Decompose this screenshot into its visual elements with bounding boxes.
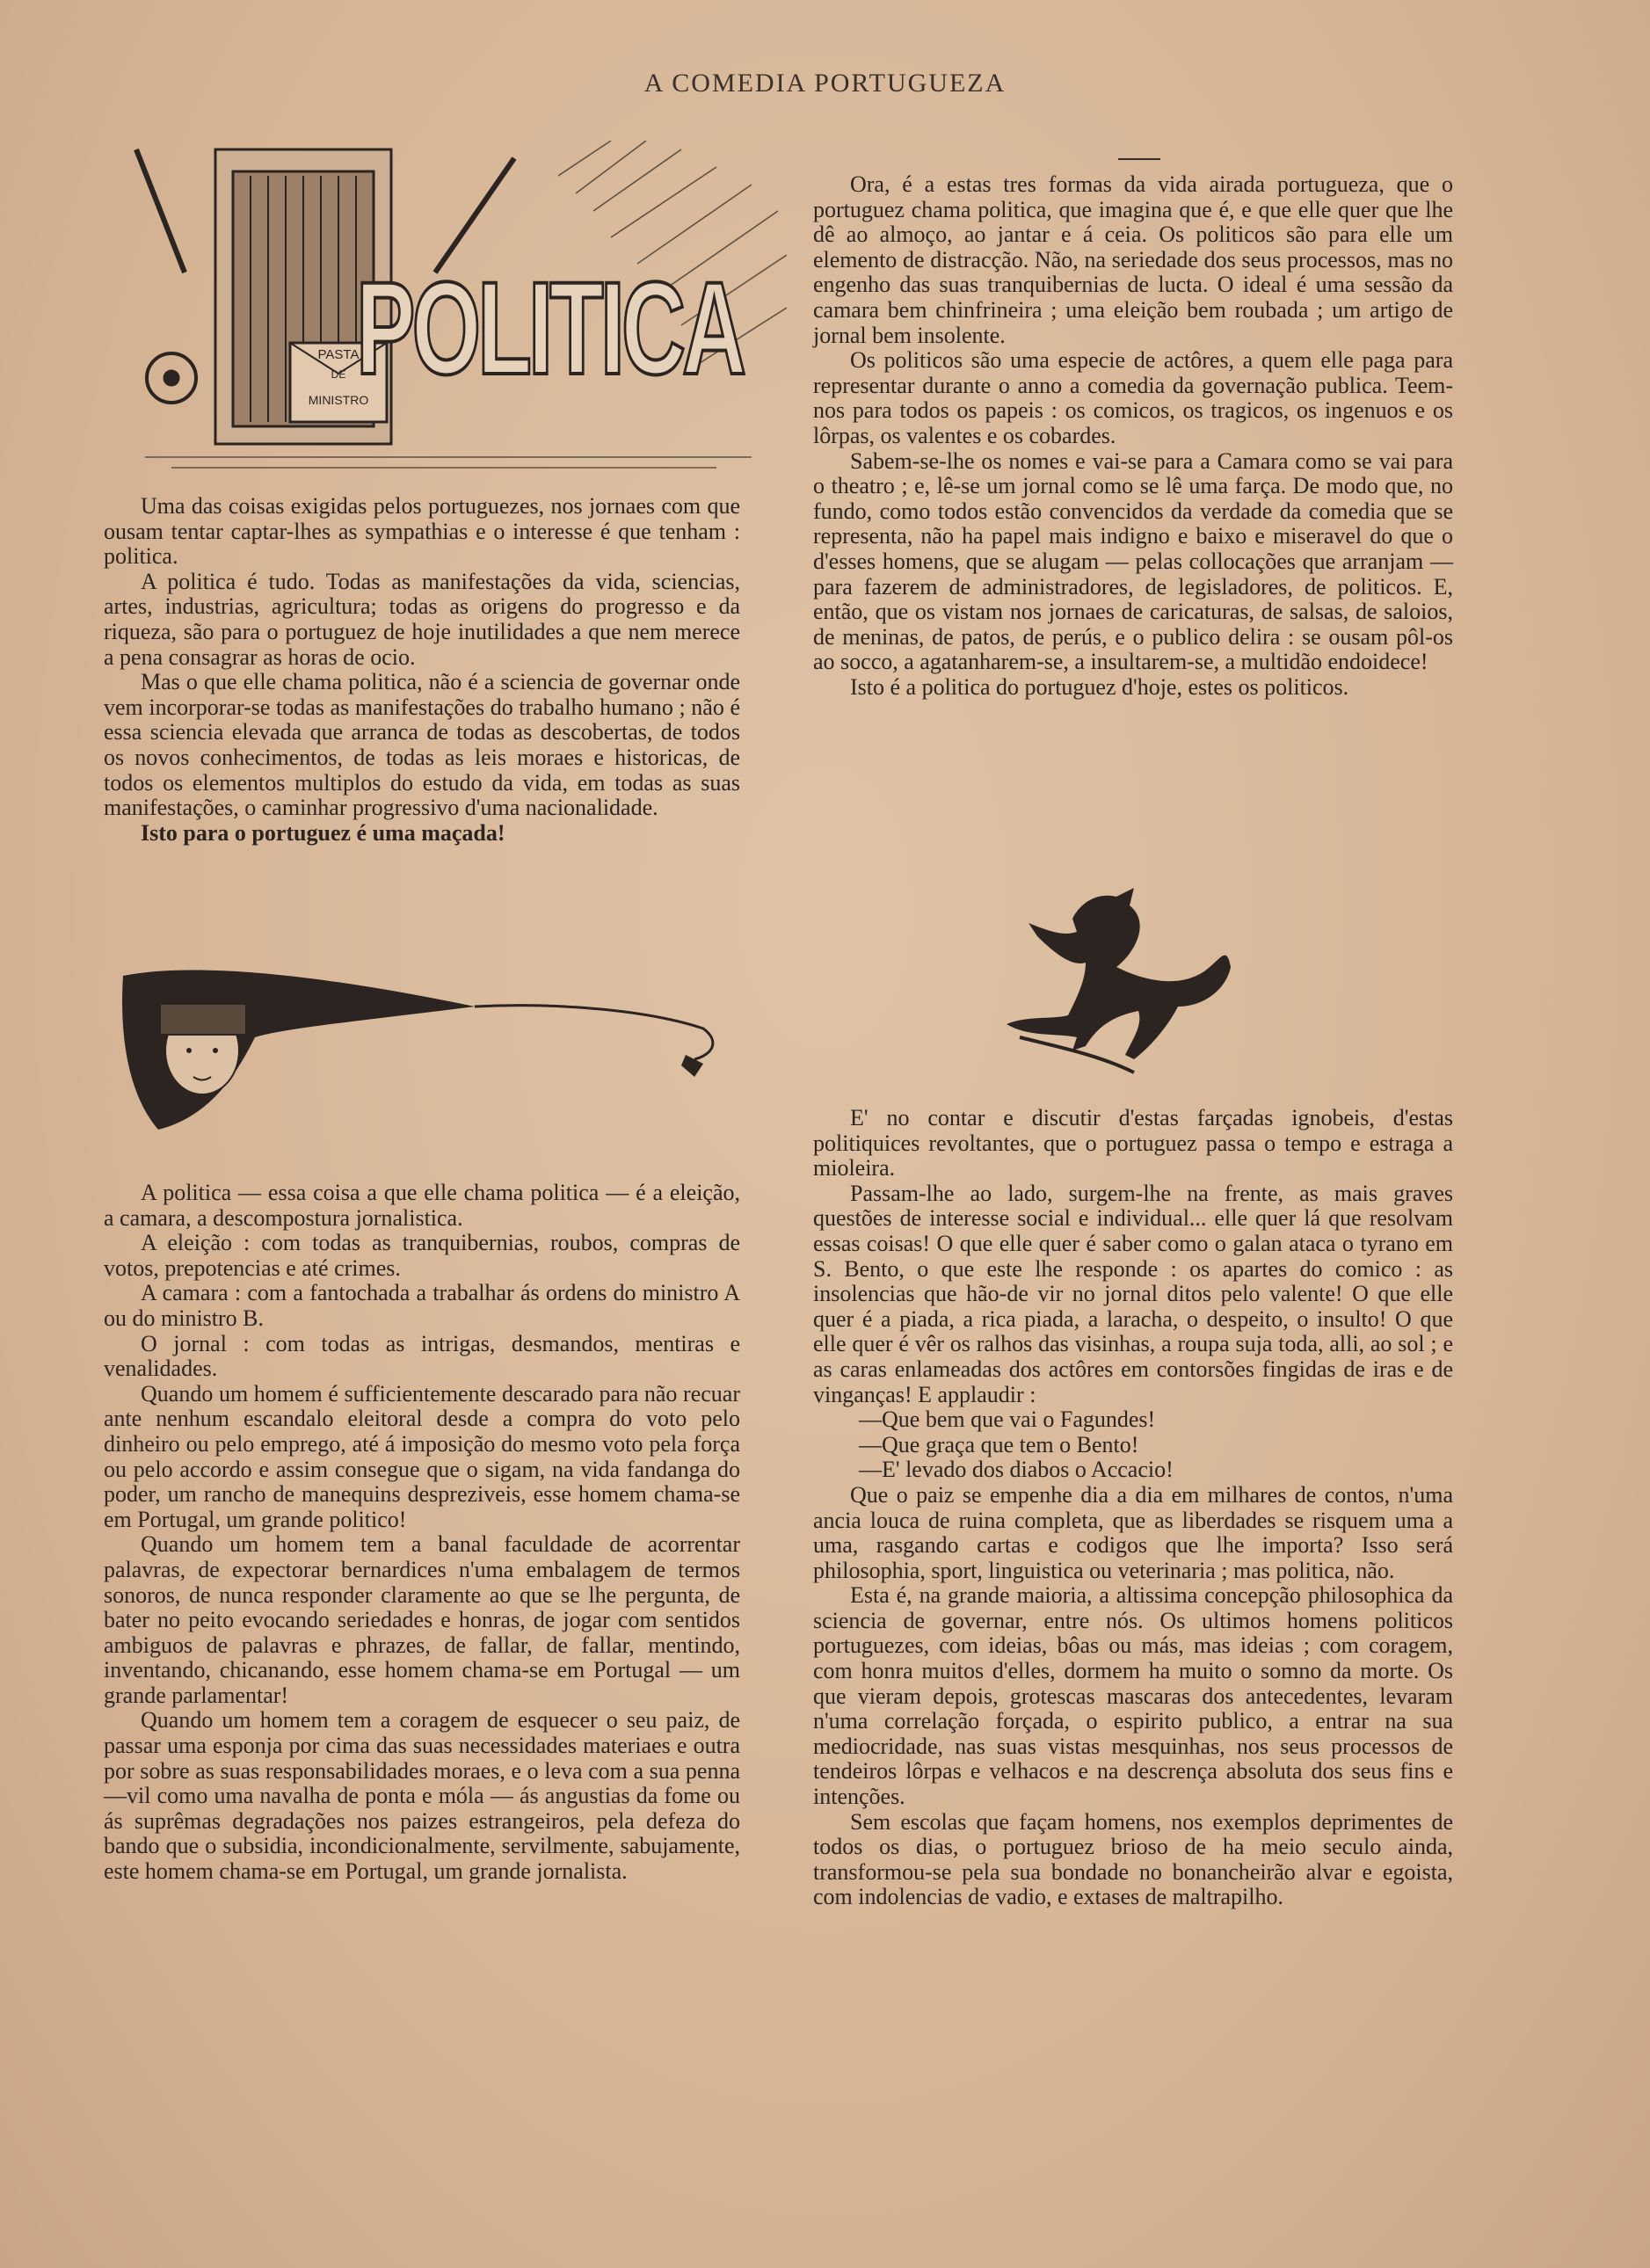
quote-line: —Que graça que tem o Bento! [859,1431,1139,1457]
paragraph: Isto é a politica do portuguez d'hoje, estes os politicos. [850,673,1349,700]
paragraph: Quando um homem é sufficientemente descarado para não recuar ante nenhum escandalo eleitoral desde a compra do voto pelo dinheiro ou pelo emprego, até á imposição do mesmo voto pela força ou pelo accordo e assim consegue que o sigam, na vida fandanga do poder, um rancho de manequins despreziveis, esse homem chama-se em Portugal, um grande politico! [104,1380,740,1532]
paragraph: Isto para o portuguez é uma maçada! [141,819,505,846]
left-column-top [104,494,740,846]
paragraph: A eleição : com todas as tranquibernias, roubos, compras de votos, prepotencias e até crimes. [104,1230,740,1281]
politica-illustration [119,141,787,475]
paragraph: Quando um homem tem a coragem de esquecer o seu paiz, de passar uma esponja por cima das suas necessidades materiaes e outra por sobre as suas responsabilidades moraes, e o leva com a sua penna—vil como uma navalha de ponta e móla — ás angustias da fome ou ás suprêmas degradações nos paizes estrangeiros, pela defeza do bando que o subsidia, incondicionalmente, servilmente, sabujamente, este homem chama-se em Portugal, um grande jornalista. [104,1707,740,1885]
dog-illustration [1002,883,1257,1077]
paragraph: Sem escolas que façam homens, nos exemplos deprimentes de todos os dias, o portuguez brioso de ha meio seculo ainda, transformou-se pela sua bondade no bonancheirão alvar e egoista, com indolencias de vadio, e extases de maltrapilho. [813,1808,1453,1910]
paragraph: Os politicos são uma especie de actôres, a quem elle paga para representar durante o anno a comedia da governação publica. Teem-nos para todos os papeis : os comicos, os tragicos, os ingenuos e os lôrpas, os valentes e os cobardes. [813,347,1453,448]
box-label-line2: DE [331,368,346,381]
box-label-line3: MINISTRO [308,393,369,407]
page-header: A COMEDIA PORTUGUEZA [643,69,1007,98]
paragraph: Sabem-se-lhe os nomes e vai-se para a Camara como se vai para o theatro ; e, lê-se um jornal como se lê uma farça. De modo que, no fundo, como todos estão convencidos da verdade da comedia que se representa, não ha papel mais indigno e baixo e miseravel do que o d'esses homens, que se alugam — pelas collocações que arranjam — para fazerem de administradores, de legisladores, de politicos. E, então, que os vistam nos jornaes de caricaturas, de salsas, de saloios, de meninas, de patos, de perús, e o publico delira : se ousam pôl-os ao socco, a agatanharem-se, a insultarem-se, a multidão endoidece! [813,447,1453,675]
box-label-line1: PASTA [317,347,360,362]
paragraph: A politica — essa coisa a que elle chama politica — é a eleição, a camara, a descompostura jornalistica. [104,1180,740,1231]
paragraph: Uma das coisas exigidas pelos portuguezes, nos jornaes com que ousam tentar captar-lhes as sympathias e o interesse é que tenham : politica. [104,493,740,570]
left-column-bottom [104,1181,740,1885]
quote-line: —Que bem que vai o Fagundes! [859,1407,1156,1433]
paragraph: Quando um homem tem a banal faculdade de acorrentar palavras, de expectorar bernardices n'uma embalagem de termos sonoros, de nunca responder claramente ao que se lhe pergunta, de bater no peito evocando seriedades e honras, de jogar com sentidos ambiguos de palavras e phrazes, de fallar, de fallar, mentindo, inventando, chicanando, esse homem chama-se em Portugal — um grande parlamentar! [104,1531,740,1708]
paragraph: Mas o que elle chama politica, não é a sciencia de governar onde vem incorporar-se todas as manifestações do trabalho humano ; não é essa sciencia elevada que arranca de todas as descobertas, de todos os novos conhecimentos, de todas as leis moraes e historicas, de todos os elementos multiplos do estudo da vida, em todas as suas manifestações, o caminhar progressivo d'uma nacionalidade. [104,669,740,821]
paragraph: Ora, é a estas tres formas da vida airada portugueza, que o portuguez chama politica, que imagina que é, e que elle quer que lhe dê ao almoço, ao jantar e á ceia. Os politicos são para elle um elemento de distracção. Não, na seriedade dos seus processos, mas no engenho das suas tranquibernias de lucta. O ideal é uma sessão da camara bem chinfrineira ; uma eleição bem roubada ; um artigo de jornal bem insolente. [813,171,1453,348]
paragraph: O jornal : com todas as intrigas, desmandos, mentiras e venalidades. [104,1330,740,1382]
paragraph: E' no contar e discutir d'estas farçadas ignobeis, d'estas politiquices revoltantes, que o portuguez passa o tempo e estraga a mioleira. [813,1105,1453,1181]
right-column-top [813,172,1453,700]
right-column-bottom [813,1106,1453,1910]
paragraph: Passam-lhe ao lado, surgem-lhe na frente, as mais graves questões de interesse social e individual... elle quer lá que resolvam essas coisas! O que elle quer é saber como o galan ataca o tyrano em S. Bento, o que este lhe responde : os apartes do comico : as insolencias que hão-de vir no jornal ditos pelo valente! O que elle quer é a piada, a rica piada, a laracha, o despeito, o insulto! O que elle quer é vêr os ralhos das visinhas, a roupa suja toda, alli, ao sol ; e as caras enlameadas dos actôres em contorsões fingidas de iras e de vinganças! E applaudir : [813,1180,1453,1407]
quote-line: —E' levado dos diabos o Accacio! [859,1457,1174,1483]
paragraph: Que o paiz se empenhe dia a dia em milhares de contos, n'uma ancia louca de ruina completa, que as liberdades se risquem uma a uma, rasgando cartas e codigos que lhe importa? Isso será philosophia, sport, linguistica ou veterinaria ; mas politica, não. [813,1481,1453,1583]
paragraph: A politica é tudo. Todas as manifestações da vida, sciencias, artes, industrias, agricultura; todas as origens do progresso e da riqueza, são para o portuguez de hoje inutilidades a que nem merece a pena consagrar as horas de ocio. [104,568,740,670]
politica-word: POLITICA [356,254,745,402]
woman-banner-illustration [105,967,738,1134]
section-divider [1118,158,1160,160]
paragraph: Esta é, na grande maioria, a altissima concepção philosophica da sciencia de governar, entre nós. Os ultimos homens politicos portuguezes, com ideias, bôas ou más, mas ideias ; com coragem, com honra muitos d'elles, dormem ha muito o somno da morte. Os que vieram depois, grotescas mascaras dos antecedentes, levaram n'uma correlação forçada, o espirito publico, a entrar na sua mediocridade, nas suas vistas mesquinhas, nos seus processos de tendeiros lôrpas e velhacos e na descrença absoluta dos seus fins e intenções. [813,1582,1453,1810]
paragraph: A camara : com a fantochada a trabalhar ás ordens do ministro A ou do ministro B. [104,1280,740,1331]
